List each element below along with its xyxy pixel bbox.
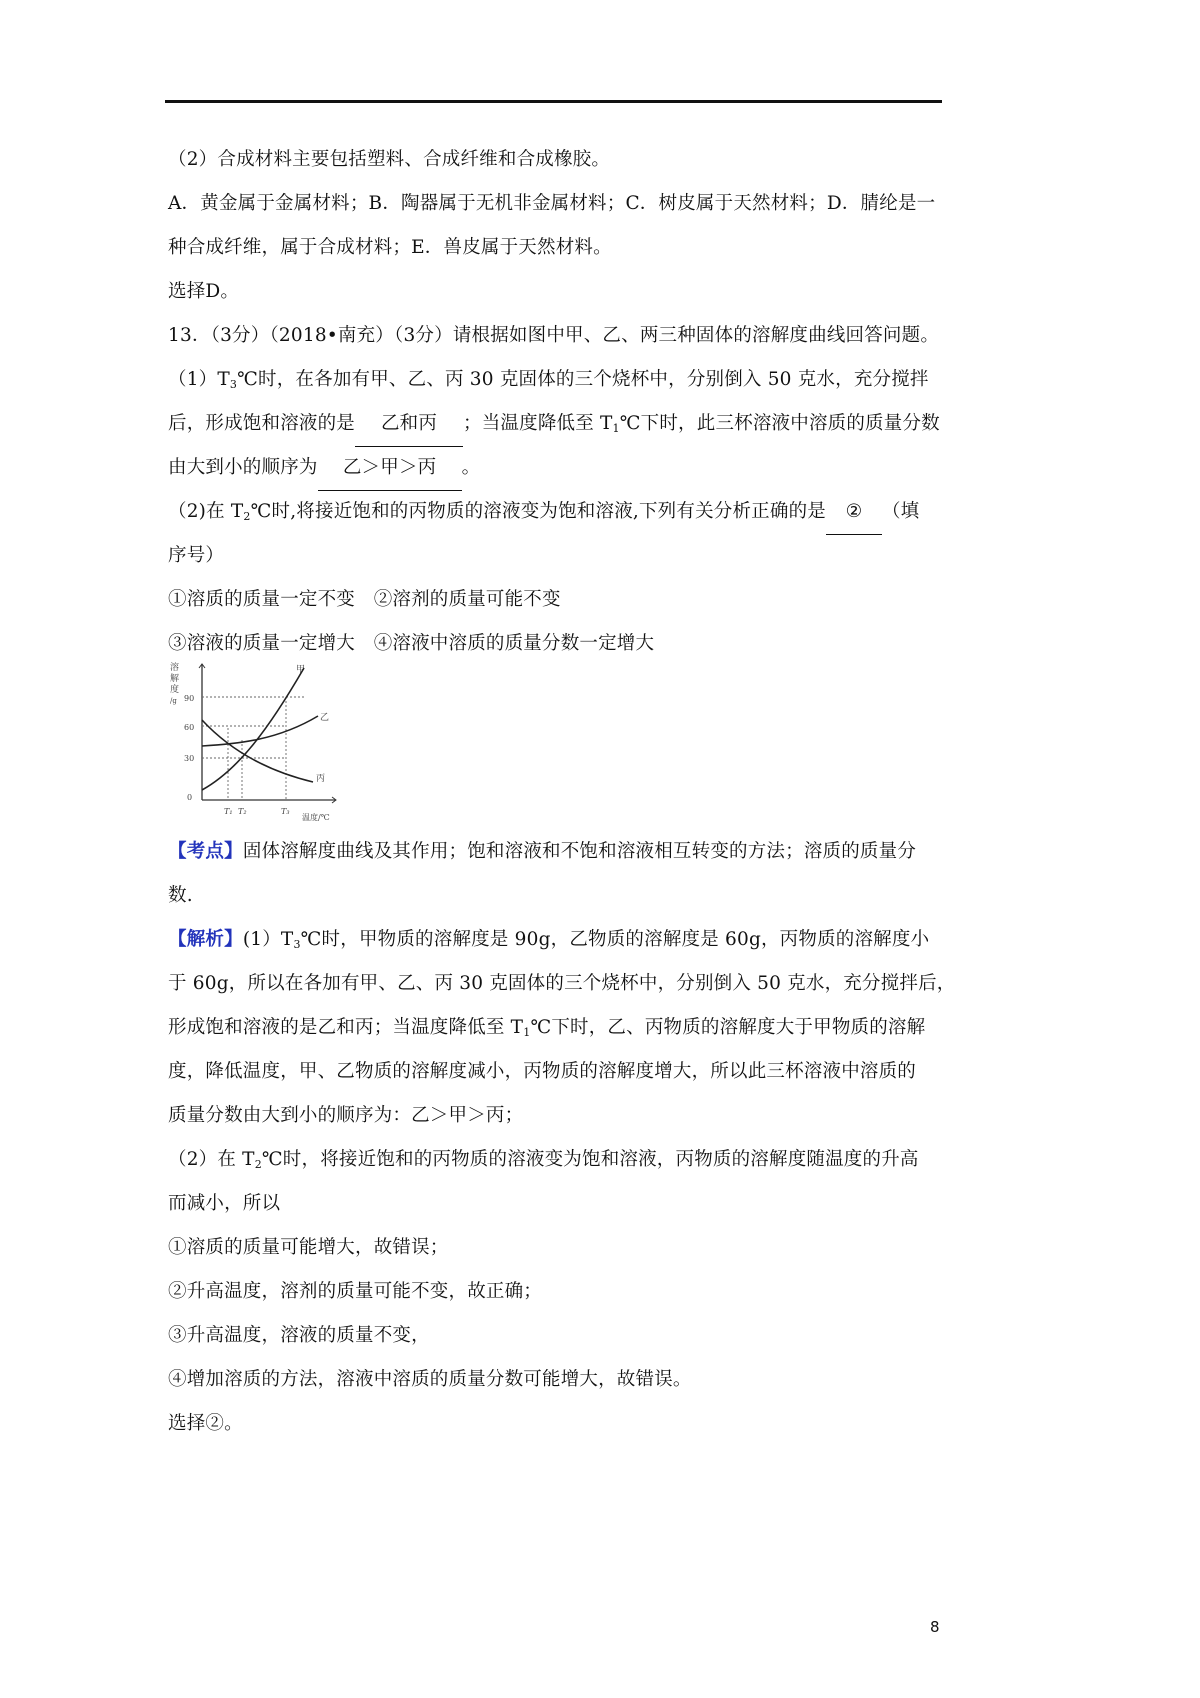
subscript: 2 <box>243 510 251 523</box>
jiexi-line-4: 度，降低温度，甲、乙物质的溶解度减小，丙物质的溶解度增大，所以此三杯溶液中溶质的 <box>168 1061 917 1082</box>
jiexi-line-5: 质量分数由大到小的顺序为：乙＞甲＞丙； <box>168 1105 524 1126</box>
text-span: 后，形成饱和溶液的是 <box>168 413 356 434</box>
page-number: 8 <box>930 1618 940 1636</box>
jiexi-line-3 <box>168 1006 942 1050</box>
answer-choice-2: 选择②。 <box>168 1413 243 1434</box>
subscript: 2 <box>254 1158 262 1171</box>
text-span: ℃下时，乙、丙物质的溶解度大于甲物质的溶解 <box>530 1017 926 1038</box>
subscript: 3 <box>229 378 238 391</box>
y-axis-title-3: 度 <box>170 685 180 695</box>
options-line-1: A．黄金属于金属材料；B．陶器属于无机非金属材料；C．树皮属于天然材料；D．腈纶是一 <box>168 193 936 214</box>
text-span: （2)在 T <box>168 501 244 522</box>
page-body <box>168 138 942 666</box>
jiexi-line-7: 而减小，所以 <box>168 1193 281 1214</box>
curve-bing <box>202 720 313 782</box>
answer-choice-d: 选择D。 <box>168 281 240 302</box>
y-tick-30: 30 <box>184 754 195 763</box>
curve-jia <box>202 668 304 790</box>
y-tick-0: 0 <box>187 793 193 802</box>
question-13-part1-line3 <box>168 446 942 490</box>
x-tick-t1: T₁ <box>224 807 233 816</box>
y-axis-title-2: 解 <box>170 674 180 684</box>
options-line-2: 种合成纤维，属于合成材料；E．兽皮属于天然材料。 <box>168 237 612 258</box>
text-span: （1）T <box>168 369 230 390</box>
y-tick-90: 90 <box>184 694 195 703</box>
y-tick-60: 60 <box>184 723 195 732</box>
subscript: 3 <box>293 938 301 951</box>
jiexi-line-2: 于 60g，所以在各加有甲、乙、丙 30 克固体的三个烧杯中，分别倒入 50 克水，充分搅拌后， <box>168 973 956 994</box>
question-13-title: 13．（3分）（2018•南充）（3分）请根据如图中甲、乙、两三种固体的溶解度曲线回答问题。 <box>168 325 940 346</box>
choices-3-4: ③溶液的质量一定增大 ④溶液中溶质的质量分数一定增大 <box>168 633 655 654</box>
question-13-part2-line2: 序号） <box>168 545 225 566</box>
curve-label-bing: 丙 <box>316 774 326 784</box>
subscript: 1 <box>523 1026 531 1039</box>
answer-blank-choice: ② <box>826 490 882 535</box>
jiexi-line-10: ③升高温度，溶液的质量不变， <box>168 1325 430 1346</box>
text-span: ；当温度降低至 T <box>463 413 613 434</box>
jiexi-tag: 【解析】 <box>168 929 243 950</box>
text-span: （填 <box>881 501 920 522</box>
jiexi-line-11: ④增加溶质的方法，溶液中溶质的质量分数可能增大，故错误。 <box>168 1369 692 1390</box>
jiexi-line-9: ②升高温度，溶剂的质量可能不变，故正确； <box>168 1281 543 1302</box>
question-13-part1-line1 <box>168 358 942 402</box>
curve-label-jia: 甲 <box>296 665 306 675</box>
x-tick-t3: T₃ <box>281 807 290 816</box>
choices-1-2: ①溶质的质量一定不变 ②溶剂的质量可能不变 <box>168 589 561 610</box>
kaodian-line-2: 数. <box>168 885 193 906</box>
x-axis-title: 温度/℃ <box>302 813 330 822</box>
text-span: 形成饱和溶液的是乙和丙；当温度降低至 T <box>168 1017 524 1038</box>
text-span: 由大到小的顺序为 <box>168 457 318 478</box>
kaodian-line-1 <box>168 830 942 874</box>
y-axis-title-4: /g <box>170 697 177 705</box>
text-span: ℃时,将接近饱和的丙物质的溶液变为饱和溶液,下列有关分析正确的是 <box>250 501 826 522</box>
x-tick-t2: T₂ <box>238 807 247 816</box>
text-span: 。 <box>461 457 481 478</box>
jiexi-line-6 <box>168 1138 942 1182</box>
answer-blank-saturated: 乙和丙 <box>355 402 463 447</box>
solubility-curve-figure <box>168 660 348 825</box>
text-span: ℃下时，此三杯溶液中溶质的质量分数 <box>619 413 940 434</box>
jiexi-line-8: ①溶质的质量可能增大，故错误； <box>168 1237 449 1258</box>
text-span: ℃时，将接近饱和的丙物质的溶液变为饱和溶液，丙物质的溶解度随温度的升高 <box>261 1149 919 1170</box>
analysis-section <box>168 830 956 1446</box>
curve-yi <box>202 716 318 746</box>
text-span: (1）T <box>242 929 294 950</box>
text-span: ℃时，甲物质的溶解度是 90g，乙物质的溶解度是 60g，丙物质的溶解度小 <box>300 929 930 950</box>
text-span: 固体溶解度曲线及其作用；饱和溶液和不饱和溶液相互转变的方法；溶质的质量分 <box>242 841 917 862</box>
text-span: （2）在 T <box>168 1149 255 1170</box>
question-13-part1-line2 <box>168 402 942 446</box>
text-span: ℃时，在各加有甲、乙、丙 30 克固体的三个烧杯中，分别倒入 50 克水，充分搅拌 <box>237 369 929 390</box>
answer-blank-order: 乙＞甲＞丙 <box>318 446 462 491</box>
y-axis-title-1: 溶 <box>170 663 180 673</box>
curve-label-yi: 乙 <box>320 713 330 723</box>
header-rule <box>165 100 942 103</box>
question-13-part2-line1 <box>168 490 942 534</box>
subscript: 1 <box>612 422 620 435</box>
jiexi-line-1 <box>168 918 942 962</box>
kaodian-tag: 【考点】 <box>168 841 243 862</box>
paragraph-synthetic-materials: （2）合成材料主要包括塑料、合成纤维和合成橡胶。 <box>168 149 611 170</box>
